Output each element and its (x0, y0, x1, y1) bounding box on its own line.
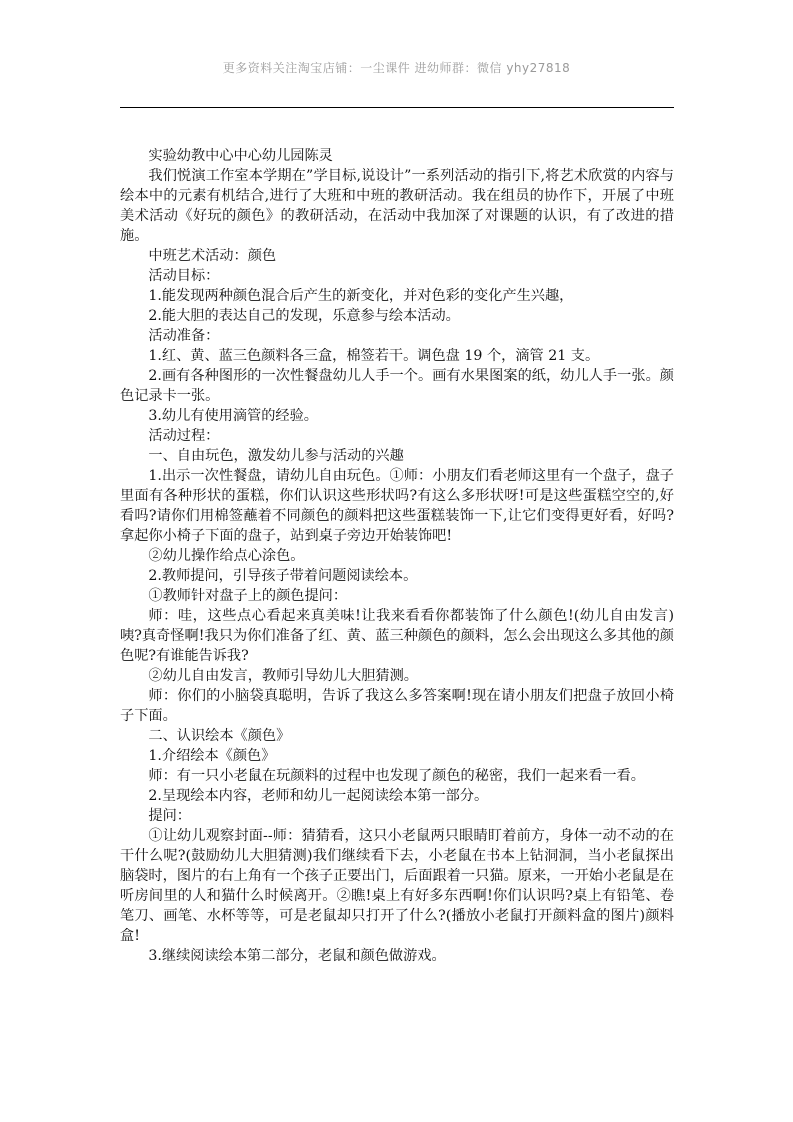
process-paragraph: 提问： (148, 808, 191, 824)
activity-title: 中班艺术活动：颜色 (148, 248, 277, 264)
process-paragraph: ②幼儿自由发言，教师引导幼儿大胆猜测。 (148, 668, 418, 684)
process-paragraph: ①让幼儿观察封面--师：猜猜看，这只小老鼠两只眼睛盯着前方，身体一动不动的在干什么呢?(鼓励幼儿大胆猜测)我们继续看下去，小老鼠在书本上钻洞洞，当小老鼠探出脑袋时，图片的右上角有一个孩子正要出门，后面跟着一只猫。原来，一开始小老鼠是在听房间里的人和猫什么时候离开。②瞧!桌上有好多东西啊!你们认识吗?桌上有铅笔、卷笔刀、画笔、水杯等等，可是老鼠却只打开了什么?(播放小老鼠打开颜料盒的图片)颜料盒! (120, 828, 674, 944)
process-paragraph: ①教师针对盘子上的颜色提问： (148, 588, 348, 604)
process-paragraph: 1.介绍绘本《颜色》 (148, 748, 276, 764)
process-paragraph: 1.出示一次性餐盘，请幼儿自由玩色。①师：小朋友们看老师这里有一个盘子，盘子里面有各种形状的蛋糕，你们认识这些形状吗?有这么多形状呀!可是这些蛋糕空空的,好看吗?请你们用棉签蘸着不同颜色的颜料把这些蛋糕装饰一下,让它们变得更好看，好吗?拿起你小椅子下面的盘子，站到桌子旁边开始装饰吧! (120, 468, 674, 544)
goals-heading: 活动目标： (148, 268, 220, 284)
header-divider (120, 107, 674, 108)
process-paragraph: 3.继续阅读绘本第二部分，老鼠和颜色做游戏。 (148, 948, 446, 964)
header-watermark-note: 更多资料关注淘宝店铺：一尘课件 进幼师群：微信 yhy27818 (222, 61, 571, 75)
process-heading: 活动过程： (148, 428, 220, 444)
process-paragraph: 2.教师提问，引导孩子带着问题阅读绘本。 (148, 568, 418, 584)
document-body (120, 146, 674, 966)
section-heading-1: 一、自由玩色，激发幼儿参与活动的兴趣 (148, 448, 404, 464)
process-paragraph: 师：有一只小老鼠在玩颜料的过程中也发现了颜色的秘密，我们一起来看一看。 (148, 768, 645, 784)
goal-item-1: 1.能发现两种颜色混合后产生的新变化，并对色彩的变化产生兴趣， (148, 288, 574, 304)
process-paragraph: 师：你们的小脑袋真聪明，告诉了我这么多答案啊!现在请小朋友们把盘子放回小椅子下面。 (120, 688, 674, 724)
intro-paragraph: 我们悦演工作室本学期在”学目标,说设计”一系列活动的指引下,将艺术欣赏的内容与绘本中的元素有机结合,进行了大班和中班的教研活动。我在组员的协作下，开展了中班美术活动《好玩的颜色》的教研活动，在活动中我加深了对课题的认识，有了改进的措施。 (120, 168, 674, 244)
preparation-item-2: 2.画有各种图形的一次性餐盘幼儿人手一个。画有水果图案的纸，幼儿人手一张。颜色记录卡一张。 (120, 368, 674, 404)
preparation-heading: 活动准备： (148, 328, 220, 344)
section-heading-2: 二、认识绘本《颜色》 (148, 728, 291, 744)
process-paragraph: 2.呈现绘本内容，老师和幼儿一起阅读绘本第一部分。 (148, 788, 489, 804)
process-paragraph: ②幼儿操作给点心涂色。 (148, 548, 305, 564)
author-line: 实验幼教中心中心幼儿园陈灵 (148, 148, 333, 164)
preparation-item-3: 3.幼儿有使用滴管的经验。 (148, 408, 318, 424)
preparation-item-1: 1.红、黄、蓝三色颜料各三盒，棉签若干。调色盘 19 个，滴管 21 支。 (148, 348, 600, 364)
goal-item-2: 2.能大胆的表达自己的发现，乐意参与绘本活动。 (148, 308, 460, 324)
process-paragraph: 师：哇，这些点心看起来真美味!让我来看看你都装饰了什么颜色!(幼儿自由发言)咦?真奇怪啊!我只为你们准备了红、黄、蓝三种颜色的颜料，怎么会出现这么多其他的颜色呢?有谁能告诉我? (120, 608, 674, 664)
